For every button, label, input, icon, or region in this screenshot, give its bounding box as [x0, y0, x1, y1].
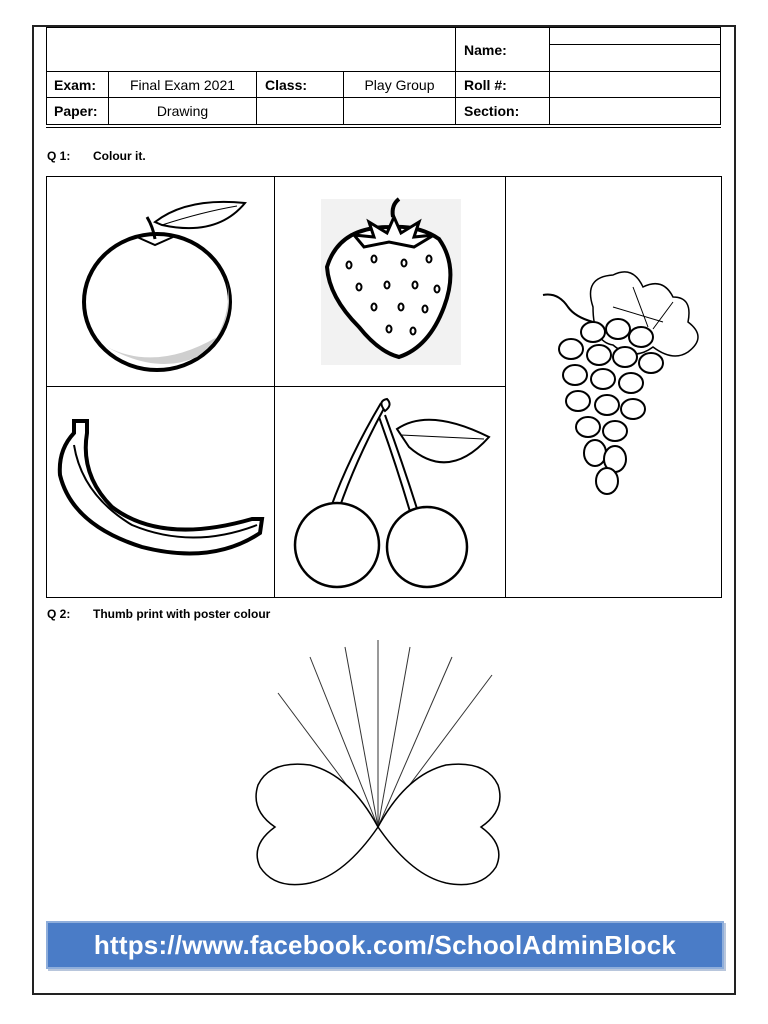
cherries-drawing[interactable]: [289, 397, 494, 592]
question-1-text: Colour it.: [93, 149, 146, 163]
grid-divider: [47, 386, 505, 387]
grid-divider: [274, 177, 275, 597]
question-1-number: Q 1:: [47, 149, 71, 163]
paper-value: Drawing: [108, 97, 256, 124]
class-label: Class:: [256, 71, 343, 97]
header-double-rule: [46, 124, 721, 128]
fruit-grid: [46, 176, 722, 598]
question-2-text: Thumb print with poster colour: [93, 607, 271, 621]
banana-drawing[interactable]: [52, 415, 267, 565]
orange-drawing[interactable]: [67, 197, 257, 377]
roll-label: Roll #:: [455, 71, 549, 97]
paper-label: Paper:: [46, 97, 108, 124]
facebook-link-banner[interactable]: [46, 921, 724, 969]
question-2: [0, 607, 768, 623]
question-2-number: Q 2:: [47, 607, 71, 621]
exam-label: Exam:: [46, 71, 108, 97]
section-label: Section:: [455, 97, 549, 124]
grid-divider: [505, 177, 506, 597]
exam-value: Final Exam 2021: [108, 71, 256, 97]
grapes-drawing[interactable]: [513, 267, 718, 507]
question-1: [0, 149, 768, 165]
thumb-print-stem-drawing[interactable]: [230, 635, 530, 905]
class-value: Play Group: [343, 71, 455, 97]
name-label: Name:: [455, 27, 549, 71]
strawberry-drawing[interactable]: [319, 197, 465, 367]
header-frame: [46, 27, 721, 125]
facebook-link-text[interactable]: https://www.facebook.com/SchoolAdminBlock: [93, 929, 677, 960]
